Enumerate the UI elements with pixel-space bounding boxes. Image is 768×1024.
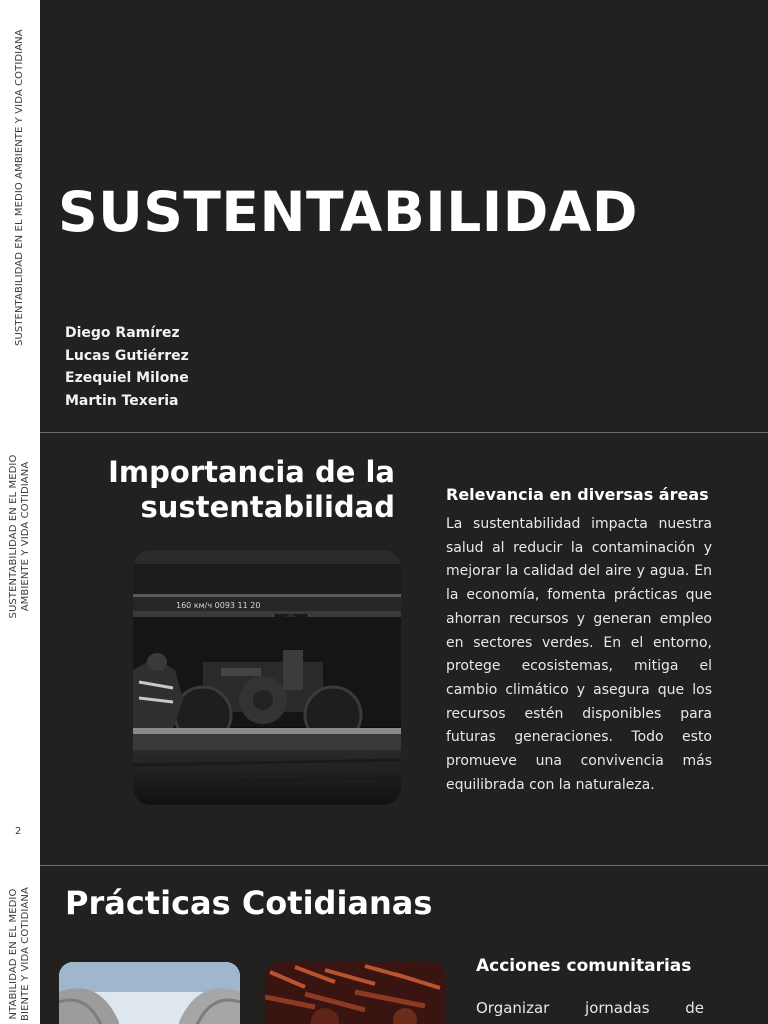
slide2-body-text: La sustentabilidad impacta nuestra salud al reducir la contaminación y mejorar la calidad del aire y agua. En la economía, fomenta prácticas que ahorran recursos y generan empleo en sectores verdes. En el entorno, protege ecosistemas, mitiga el cambio climático y asegura que los recursos estén disponibles para futuras generaciones. Todo esto promueve una convivencia más equilibrada con la naturaleza. (446, 516, 712, 793)
slide-3 (40, 866, 768, 1024)
slide1-side-label: SUSTENTABILIDAD EN EL MEDIO AMBIENTE Y VIDA COTIDIANA (14, 29, 25, 346)
presentation-title: SUSTENTABILIDAD (58, 180, 639, 244)
slide3-side-label-line2: BIENTE Y VIDA COTIDIANA (20, 887, 31, 1021)
slide3-side-label (8, 884, 32, 1024)
slide2-title: Importancia de la sustentabilidad (108, 455, 395, 524)
slide2-page-number: 2 (15, 826, 22, 837)
slide-2 (40, 433, 768, 865)
train-photo (133, 550, 401, 805)
author-name: Martin Texeria (65, 392, 179, 409)
train-number-text: 160 км/ч 0093 11 20 (176, 601, 261, 610)
slide-1 (40, 0, 768, 432)
author-name: Lucas Gutiérrez (65, 347, 189, 364)
slide2-subtitle: Relevancia en diversas áreas (446, 485, 709, 504)
slide2-side-label-line1: SUSTENTABILIDAD EN EL MEDIO (8, 454, 19, 619)
author-name: Diego Ramírez (65, 325, 180, 341)
author-list (65, 322, 189, 412)
leaves-photo (265, 962, 446, 1024)
slide3-title: Prácticas Cotidianas (65, 884, 433, 922)
slide3-subtitle: Acciones comunitarias (476, 956, 692, 976)
slide3-side-label-line1: NTABILIDAD EN EL MEDIO (8, 888, 19, 1020)
slide2-side-label-line2: AMBIENTE Y VIDA COTIDIANA (20, 461, 31, 612)
slide3-body-text: Organizar jornadas de (476, 999, 704, 1017)
side-strip (0, 0, 40, 1024)
slide2-side-label (8, 449, 32, 624)
author-name: Ezequiel Milone (65, 370, 189, 386)
sky-photo (59, 962, 240, 1024)
